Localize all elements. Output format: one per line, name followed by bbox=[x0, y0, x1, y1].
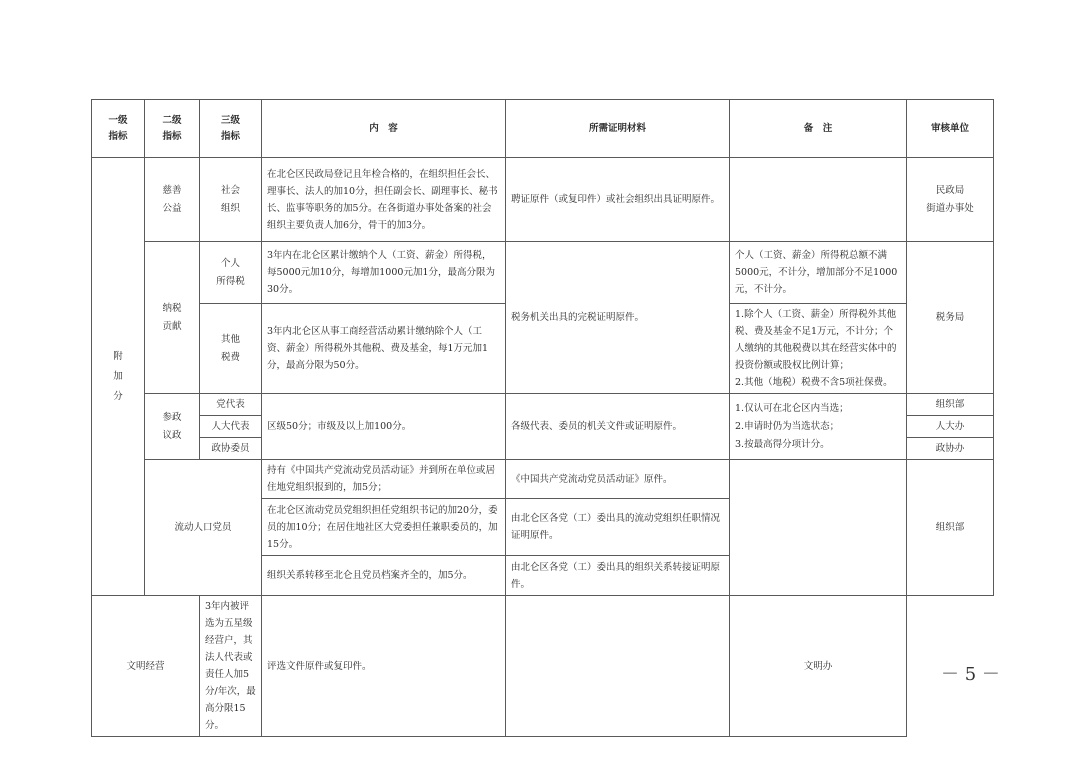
politics-proof: 各级代表、委员的机关文件或证明原件。 bbox=[506, 394, 730, 460]
floating-remark bbox=[730, 460, 907, 596]
table-row-floating-1 bbox=[92, 460, 994, 499]
civil-content: 3年内被评选为五星级经营户，其法人代表或责任人加5分/年次，最高分限15分。 bbox=[200, 596, 262, 737]
tax-unit: 税务局 bbox=[907, 242, 994, 394]
politics-unit-2: 人大办 bbox=[907, 416, 994, 438]
floating-content-3: 组织关系转移至北仑且党员档案齐全的，加5分。 bbox=[262, 556, 506, 596]
floating-unit: 组织部 bbox=[907, 460, 994, 596]
civil-level2: 文明经营 bbox=[92, 596, 200, 737]
politics-sub-npc: 人大代表 bbox=[200, 416, 262, 438]
tax-personal-remark: 个人（工资、薪金）所得税总额不满5000元，不计分，增加部分不足1000元，不计分。 bbox=[730, 242, 907, 304]
level1-cell: 附 加 分 bbox=[92, 158, 145, 596]
table-row-charity bbox=[92, 158, 994, 242]
tax-personal-level3: 个人 所得税 bbox=[200, 242, 262, 304]
tax-personal-content: 3年内在北仑区累计缴纳个人（工资、薪金）所得税，每5000元加10分，每增加1000元加1分，最高分限为30分。 bbox=[262, 242, 506, 304]
header-level3: 三级 指标 bbox=[200, 100, 262, 158]
civil-unit: 文明办 bbox=[730, 596, 907, 737]
tax-other-level3: 其他 税费 bbox=[200, 304, 262, 394]
table-row-politics-1 bbox=[92, 394, 994, 416]
civil-proof: 评选文件原件或复印件。 bbox=[262, 596, 506, 737]
floating-level2: 流动人口党员 bbox=[145, 460, 262, 596]
floating-content-1: 持有《中国共产党流动党员活动证》并到所在单位或居住地党组织报到的，加5分； bbox=[262, 460, 506, 499]
header-level2: 二级 指标 bbox=[145, 100, 200, 158]
header-content: 内 容 bbox=[262, 100, 506, 158]
politics-unit-1: 组织部 bbox=[907, 394, 994, 416]
floating-content-2: 在北仑区流动党员党组织担任党组织书记的加20分，委员的加10分；在居住地社区大党委担任兼职委员的，加15分。 bbox=[262, 499, 506, 556]
politics-remark: 1.仅认可在北仑区内当选； 2.申请时仍为当选状态； 3.按最高得分项计分。 bbox=[730, 394, 907, 460]
politics-level2: 参政 议政 bbox=[145, 394, 200, 460]
tax-proof: 税务机关出具的完税证明原件。 bbox=[506, 242, 730, 394]
tax-other-remark: 1.除个人（工资、薪金）所得税外其他税、费及基金不足1万元，不计分；个人缴纳的其他税费以其在经营实体中的投资份额或股权比例计算； 2.其他（地税）税费不含5项社保费。 bbox=[730, 304, 907, 394]
floating-proof-2: 由北仑区各党（工）委出具的流动党组织任职情况证明原件。 bbox=[506, 499, 730, 556]
header-proof: 所需证明材料 bbox=[506, 100, 730, 158]
politics-sub-cppcc: 政协委员 bbox=[200, 438, 262, 460]
header-remark: 备 注 bbox=[730, 100, 907, 158]
civil-remark bbox=[506, 596, 730, 737]
header-row bbox=[92, 100, 994, 158]
tax-other-content: 3年内北仑区从事工商经营活动累计缴纳除个人（工资、薪金）所得税外其他税、费及基金，每1万元加1分，最高分限为50分。 bbox=[262, 304, 506, 394]
table-row-civil bbox=[92, 596, 994, 737]
politics-content: 区级50分；市级及以上加100分。 bbox=[262, 394, 506, 460]
page-number: － 5 － bbox=[941, 664, 1000, 685]
header-unit: 审核单位 bbox=[907, 100, 994, 158]
charity-unit: 民政局 街道办事处 bbox=[907, 158, 994, 242]
table-row-tax-personal bbox=[92, 242, 994, 304]
charity-proof: 聘证原件（或复印件）或社会组织出具证明原件。 bbox=[506, 158, 730, 242]
charity-remark bbox=[730, 158, 907, 242]
politics-unit-3: 政协办 bbox=[907, 438, 994, 460]
charity-content: 在北仑区民政局登记且年检合格的，在组织担任会长、理事长、法人的加10分，担任副会长、副理事长、秘书长、监事等职务的加5分。在各街道办事处备案的社会组织主要负责人加6分，骨干的加3分。 bbox=[262, 158, 506, 242]
charity-level3: 社会 组织 bbox=[200, 158, 262, 242]
floating-proof-3: 由北仑区各党（工）委出具的组织关系转接证明原件。 bbox=[506, 556, 730, 596]
tax-level2: 纳税 贡献 bbox=[145, 242, 200, 394]
politics-sub-party: 党代表 bbox=[200, 394, 262, 416]
charity-level2: 慈善 公益 bbox=[145, 158, 200, 242]
floating-proof-1: 《中国共产党流动党员活动证》原件。 bbox=[506, 460, 730, 499]
evaluation-table bbox=[91, 99, 994, 737]
header-level1: 一级 指标 bbox=[92, 100, 145, 158]
